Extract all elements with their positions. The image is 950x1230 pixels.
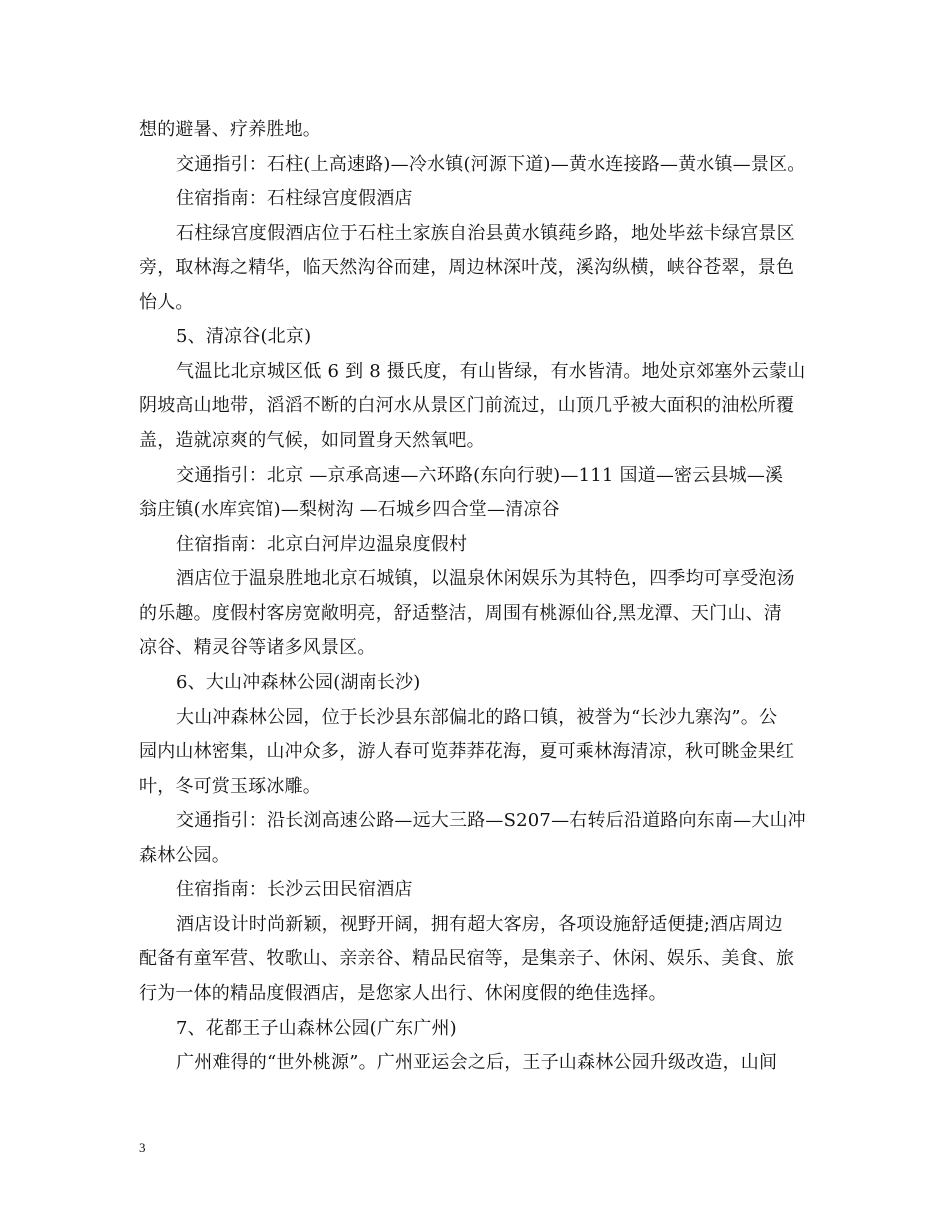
text-line: 大山冲森林公园，位于长沙县东部偏北的路口镇，被誉为“长沙九寨沟”。公	[176, 707, 778, 728]
text-line: 配备有童军营、牧歌山、亲亲谷、精品民宿等，是集亲子、休闲、娱乐、美食、旅	[139, 948, 795, 969]
section-heading: 6、大山冲森林公园(湖南长沙)	[176, 672, 421, 693]
text-line: 酒店设计时尚新颖，视野开阔，拥有超大客房，各项设施舒适便捷;酒店周边	[176, 914, 783, 935]
section-heading: 7、花都王子山森林公园(广东广州)	[176, 1018, 457, 1039]
page-number: 3	[139, 1140, 146, 1155]
text-line: 盖，造就凉爽的气候，如同置身天然氧吧。	[139, 430, 485, 451]
text-line: 广州难得的“世外桃源”。广州亚运会之后，王子山森林公园升级改造，山间	[176, 1052, 778, 1073]
text-line: 凉谷、精灵谷等诸多风景区。	[139, 637, 376, 658]
text-line: 住宿指南：北京白河岸边温泉度假村	[176, 534, 468, 555]
text-line: 园内山林密集，山冲众多，游人春可览莽莽花海，夏可乘林海清凉，秋可眺金果红	[139, 741, 795, 762]
text-line: 怡人。	[139, 292, 194, 313]
text-line: 阴坡高山地带，滔滔不断的白河水从景区门前流过，山顶几乎被大面积的油松所覆	[139, 395, 795, 416]
text-line: 叶，冬可赏玉琢冰雕。	[139, 776, 321, 797]
text-line: 旁，取林海之精华，临天然沟谷而建，周边林深叶茂，溪沟纵横，峡谷苍翠，景色	[139, 257, 795, 278]
text-line: 翁庄镇(水库宾馆)—梨树沟 —石城乡四合堂—清凉谷	[139, 499, 560, 520]
text-line: 交通指引：石柱(上高速路)—冷水镇(河源下道)—黄水连接路—黄水镇—景区。	[176, 154, 806, 175]
text-line: 石柱绿宫度假酒店位于石柱土家族自治县黄水镇莼乡路，地处毕兹卡绿宫景区	[176, 223, 795, 244]
text-line: 想的避暑、疗养胜地。	[139, 119, 321, 140]
text-line: 行为一体的精品度假酒店，是您家人出行、休闲度假的绝佳选择。	[139, 983, 667, 1004]
text-line: 的乐趣。度假村客房宽敞明亮，舒适整洁，周围有桃源仙谷,黑龙潭、天门山、清	[139, 603, 782, 624]
text-line: 住宿指南：长沙云田民宿酒店	[176, 879, 413, 900]
text-line: 气温比北京城区低 6 到 8 摄氏度，有山皆绿，有水皆清。地处京郊塞外云蒙山	[176, 361, 806, 382]
section-heading: 5、清凉谷(北京)	[176, 326, 312, 347]
text-line: 交通指引：北京 —京承高速—六环路(东向行驶)—111 国道—密云县城—溪	[176, 465, 784, 486]
text-line: 酒店位于温泉胜地北京石城镇，以温泉休闲娱乐为其特色，四季均可享受泡汤	[176, 568, 795, 589]
text-line: 森林公园。	[139, 845, 230, 866]
text-line: 交通指引：沿长浏高速公路—远大三路—S207—右转后沿道路向东南—大山冲	[176, 810, 806, 831]
text-line: 住宿指南：石柱绿宫度假酒店	[176, 188, 413, 209]
